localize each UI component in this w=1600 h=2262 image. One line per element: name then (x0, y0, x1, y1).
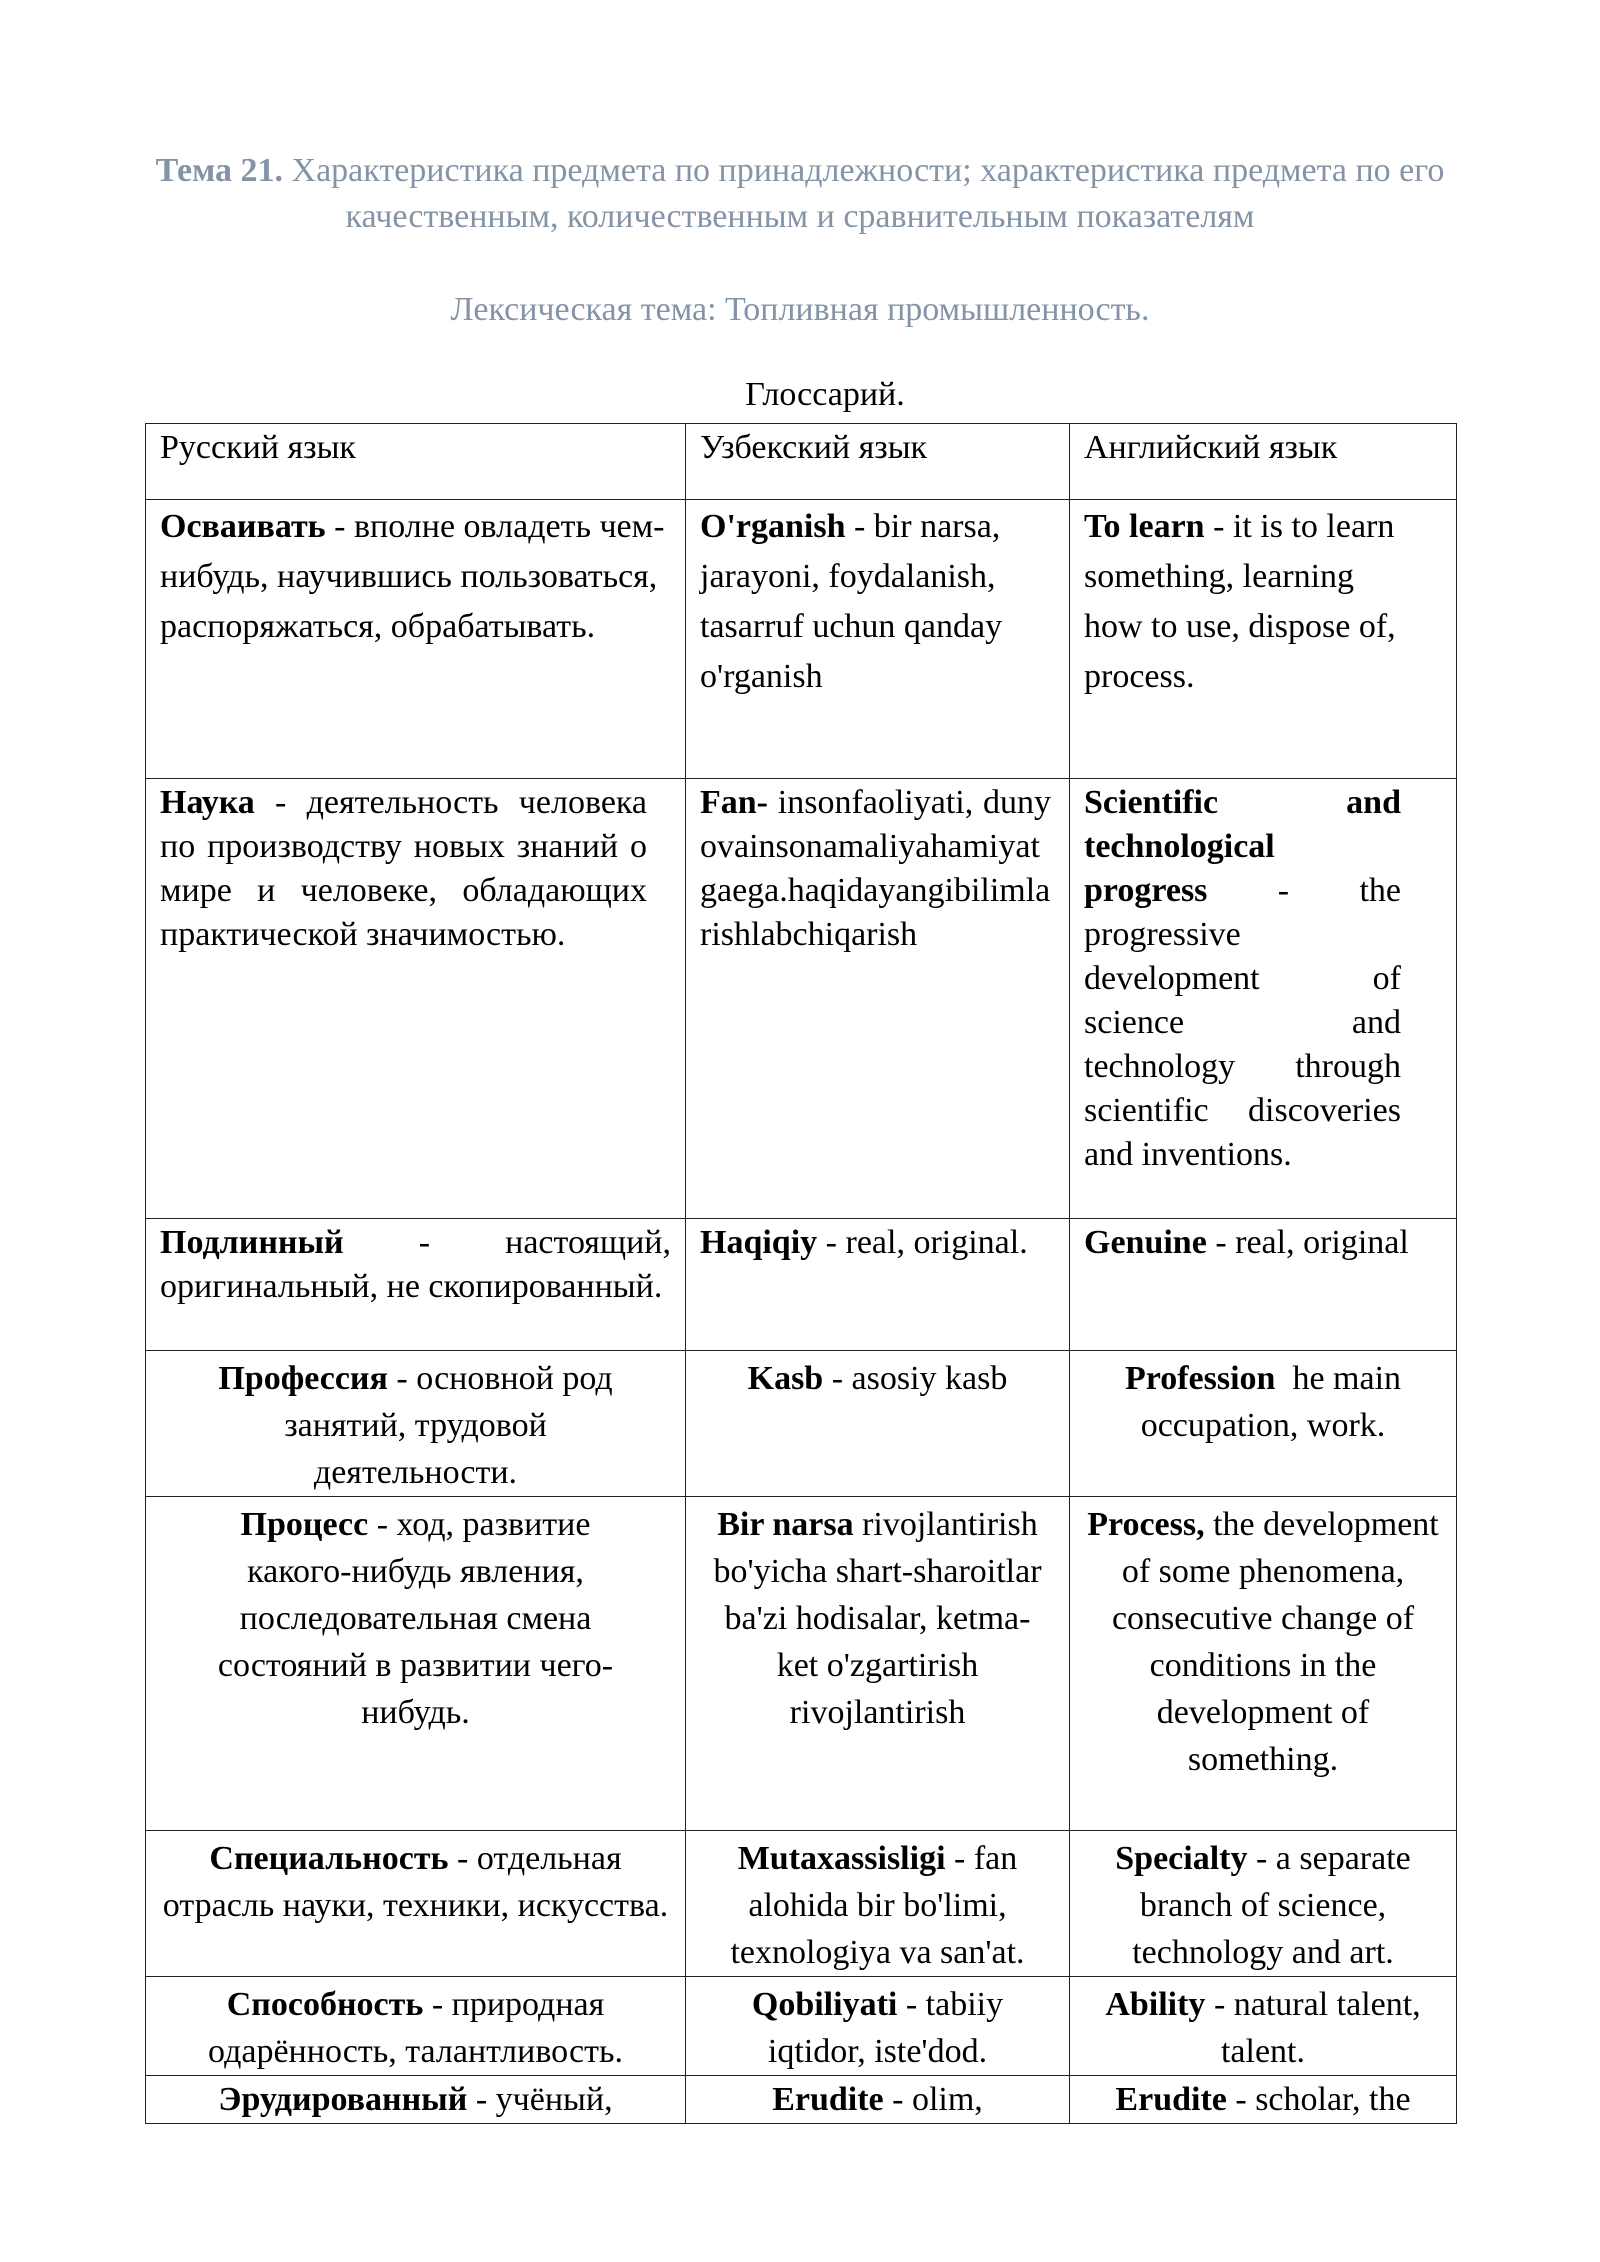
term: To learn (1084, 508, 1205, 545)
cell-uzbek (686, 1497, 1070, 1831)
table-row (146, 1831, 1457, 1977)
cell-uzbek (686, 1977, 1070, 2076)
term: Способность (226, 1986, 424, 2023)
cell-russian (146, 1977, 686, 2076)
term: Процесс (240, 1506, 369, 1543)
term: Kasb (747, 1360, 824, 1397)
column-header-uzbek: Узбекский язык (686, 424, 1070, 500)
topic-text: Характеристика предмета по принадлежности; характеристика предмета по его качественным, количественным и сравнительным показателям (283, 152, 1445, 235)
definition: - деятельность человека по производству новых знаний о мире и человеке, обладающих практической значимостью. (160, 784, 656, 953)
term: Erudite (772, 2081, 884, 2118)
definition: - отдельная отрасль науки, техники, искусства. (162, 1840, 669, 1924)
term: Эрудированный (218, 2081, 468, 2118)
term: Наука (160, 784, 255, 821)
cell-uzbek (686, 1351, 1070, 1497)
cell-russian (146, 779, 686, 1219)
cell-english (1070, 2076, 1457, 2124)
definition: he main occupation, work. (1140, 1360, 1410, 1444)
definition: - olim, (883, 2081, 983, 2118)
table-row (146, 1977, 1457, 2076)
cell-uzbek (686, 2076, 1070, 2124)
cell-english (1070, 1497, 1457, 1831)
cell-russian (146, 2076, 686, 2124)
cell-english (1070, 1831, 1457, 1977)
table-row (146, 1497, 1457, 1831)
cell-english (1070, 1219, 1457, 1351)
term: Профессия (218, 1360, 388, 1397)
term: Специальность (209, 1840, 449, 1877)
definition: - ход, развитие какого-нибудь явления, последовательная смена состояний в развитии чего-нибудь. (217, 1506, 614, 1731)
term: Erudite (1115, 2081, 1227, 2118)
definition: - настоящий, оригинальный, не скопированный. (160, 1224, 680, 1305)
term: Fan- (700, 784, 768, 821)
table-header-row (146, 424, 1457, 500)
term: Bir narsa (717, 1506, 854, 1543)
cell-russian (146, 500, 686, 779)
cell-russian (146, 1219, 686, 1351)
definition: - учёный, (467, 2081, 613, 2118)
term: Qobiliyati (751, 1986, 898, 2023)
definition: - основной род занятий, трудовой деятельности. (284, 1360, 622, 1491)
definition: - bir narsa, jarayoni, foydalanish, tasarruf uchun qanday o'rganish (700, 508, 1011, 695)
topic-heading (100, 148, 1500, 240)
table-row (146, 779, 1457, 1219)
term: O'rganish (700, 508, 846, 545)
definition: - the progressive development of science and technology through scientific discoveries and inventions. (1084, 872, 1410, 1173)
term: Profession (1124, 1360, 1276, 1397)
cell-uzbek (686, 1219, 1070, 1351)
definition: - real, original. (817, 1224, 1028, 1261)
term: Ability (1105, 1986, 1206, 2023)
definition: - tabiiy iqtidor, iste'dod. (767, 1986, 1012, 2070)
table-caption: Глоссарий. (745, 376, 905, 413)
definition: - a separate branch of science, technology and art. (1132, 1840, 1420, 1971)
definition: - natural talent, talent. (1205, 1986, 1430, 2070)
term: Осваивать (160, 508, 326, 545)
column-header-russian: Русский язык (146, 424, 686, 500)
definition: insonfaoliyati, dunyovainsonamaliyahamiyatgaega.haqidayangibilimlarishlabchiqarish (700, 784, 1051, 953)
definition: rivojlantirish bo'yicha shart-sharoitlar ba'zi hodisalar, ketma-ket o'zgartirish rivojlantirish (713, 1506, 1051, 1731)
term: Подлинный (160, 1224, 344, 1261)
definition: the development of some phenomena, consecutive change of conditions in the development of something. (1111, 1506, 1448, 1778)
term: Haqiqiy (700, 1224, 818, 1261)
cell-uzbek (686, 779, 1070, 1219)
table-row (146, 2076, 1457, 2124)
definition: - fan alohida bir bo'limi, texnologiya va san'at. (730, 1840, 1026, 1971)
definition: - природная одарённость, талантливость. (208, 1986, 623, 2070)
cell-uzbek (686, 500, 1070, 779)
term: Process, (1087, 1506, 1205, 1543)
definition: - it is to learn something, learning how to use, dispose of, process. (1084, 508, 1405, 695)
definition: - вполне овладеть чем-нибудь, научившись пользоваться, распоряжаться, обрабатывать. (160, 508, 666, 645)
cell-english (1070, 779, 1457, 1219)
table-row (146, 1219, 1457, 1351)
cell-russian (146, 1831, 686, 1977)
cell-russian (146, 1497, 686, 1831)
glossary-table (145, 423, 1457, 2124)
term: Specialty (1115, 1840, 1248, 1877)
cell-english (1070, 1977, 1457, 2076)
table-row (146, 1351, 1457, 1497)
topic-label: Тема 21. (155, 152, 284, 189)
column-header-english: Английский язык (1070, 424, 1457, 500)
lexical-topic: Лексическая тема: Топливная промышленность. (450, 291, 1150, 328)
cell-english (1070, 500, 1457, 779)
term: Genuine (1084, 1224, 1207, 1261)
definition: - real, original (1206, 1224, 1409, 1261)
definition: - asosiy kasb (823, 1360, 1008, 1397)
table-row (146, 500, 1457, 779)
cell-uzbek (686, 1831, 1070, 1977)
cell-russian (146, 1351, 686, 1497)
term: Mutaxassisligi (737, 1840, 946, 1877)
cell-english (1070, 1351, 1457, 1497)
definition: - scholar, the (1226, 2081, 1411, 2118)
term: Scientific and technological progress (1084, 784, 1401, 909)
